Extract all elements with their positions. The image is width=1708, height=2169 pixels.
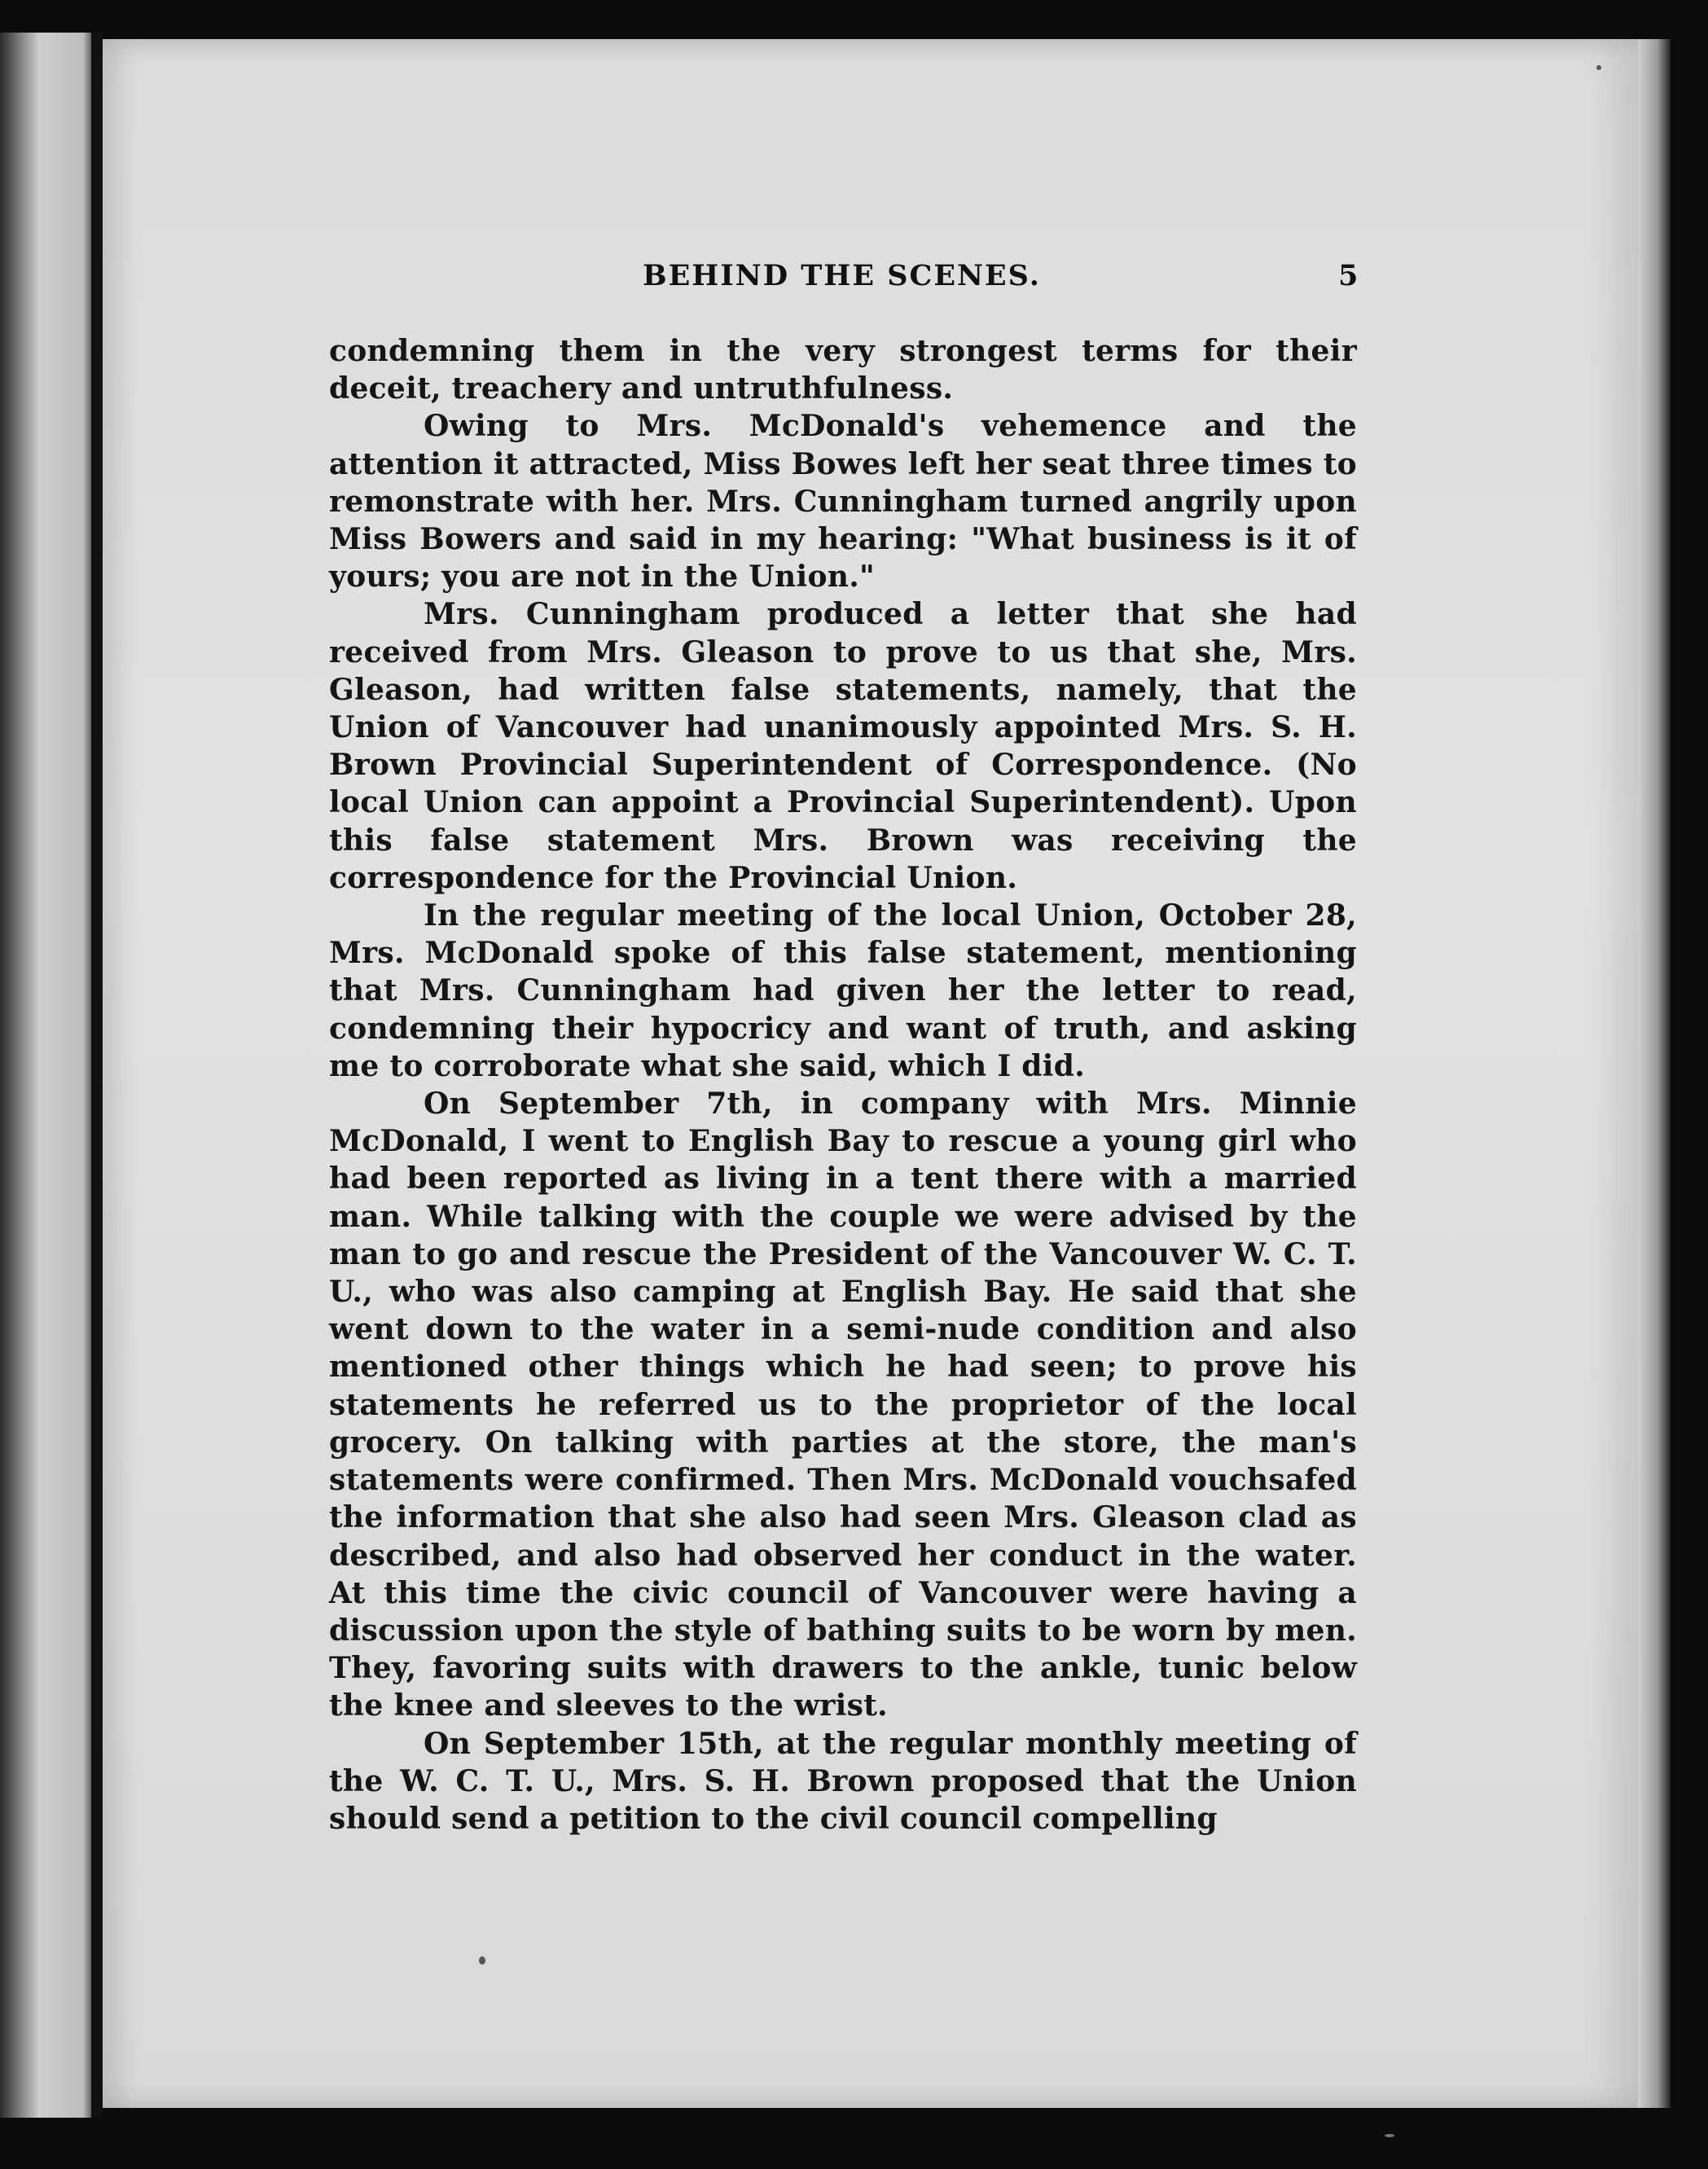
paragraph: On September 7th, in company with Mrs. Minnie McDonald, I went to English Bay to rescue a young girl who had been reported as living in a tent there with a married man. While talking with the couple we were advised by the man to go and rescue the President of the Vancouver W. C. T. U., who was also camping at English Bay. He said that she went down to the water in a semi-nude condition and also mentioned other things which he had seen; to prove his statements he referred us to the proprietor of the local grocery. On talking with parties at the store, the man's statements were confirmed. Then Mrs. McDonald vouchsafed the information that she also had seen Mrs. Gleason clad as described, and also had observed her conduct in the water. At this time the civic council of Vancouver were having a discussion upon the style of bathing suits to be worn by men. They, favoring suits with drawers to the ankle, tunic below the knee and sleeves to the wrist. (329, 1087, 1357, 1723)
book-spine (91, 33, 103, 2118)
facing-page-edge (0, 33, 98, 2118)
paragraph: condemning them in the very strongest terms for their deceit, treachery and untruthfulness. (329, 334, 1357, 406)
page-right-edge (1638, 39, 1671, 2108)
paragraph: Mrs. Cunningham produced a letter that she had received from Mrs. Gleason to prove to us that she, Mrs. Gleason, had written false statements, namely, that the Union of Vancouver had unanimously appointed Mrs. S. H. Brown Provincial Superintendent of Correspondence. (No local Union can appoint a Provincial Superintendent). Upon this false statement Mrs. Brown was receiving the correspondence for the Provincial Union. (329, 597, 1357, 895)
paragraph: On September 15th, at the regular monthly meeting of the W. C. T. U., Mrs. S. H. Brown proposed that the Union should send a petition to the civil council compelling (329, 1726, 1357, 1836)
page-number: 5 (1338, 259, 1360, 292)
body-text (329, 332, 1357, 1838)
paragraph: In the regular meeting of the local Union, October 28, Mrs. McDonald spoke of this false statement, mentioning that Mrs. Cunningham had given her the letter to read, condemning their hypocricy and want of truth, and asking me to corroborate what she said, which I did. (329, 898, 1357, 1083)
paragraph: Owing to Mrs. McDonald's vehemence and the attention it attracted, Miss Bowes left her seat three times to remonstrate with her. Mrs. Cunningham turned angrily upon Miss Bowers and said in my hearing: "What business is it of yours; you are not in the Union." (329, 409, 1357, 595)
running-head: BEHIND THE SCENES. (643, 259, 1041, 292)
